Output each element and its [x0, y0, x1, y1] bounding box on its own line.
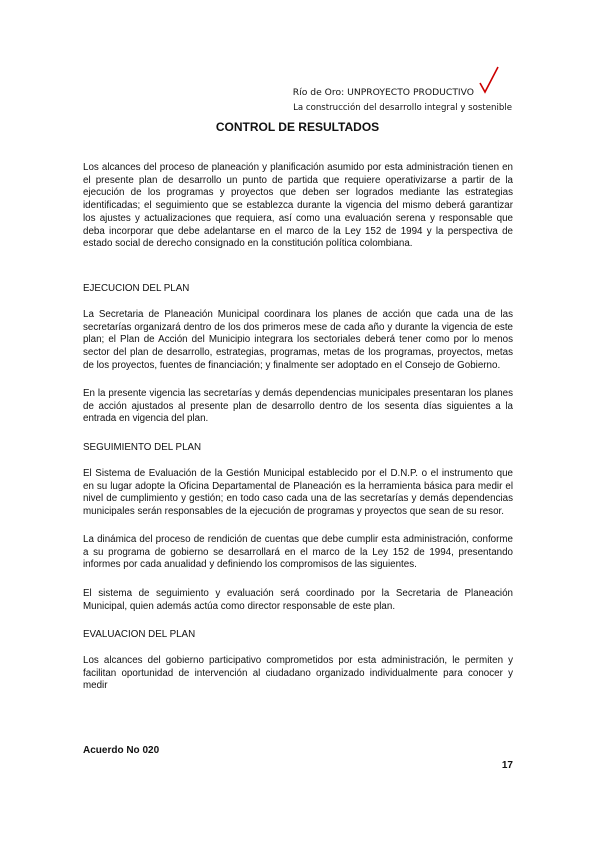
section-heading-seguimiento: SEGUIMIENTO DEL PLAN	[83, 442, 202, 453]
seguimiento-paragraph-2: La dinámica del proceso de rendición de cuentas que debe cumplir esta administración, conforme a su programa de gobierno se desarrollará en el marco de la Ley 152 de 1994, presentando informes por cada anualidad y definiendo los compromisos de las siguientes.	[83, 534, 513, 571]
page-number: 17	[501, 760, 513, 771]
header-title: Río de Oro: UNPROYECTO PRODUCTIVO	[292, 87, 474, 98]
page-title: CONTROL DE RESULTADOS	[215, 120, 380, 134]
checkmark-icon	[478, 66, 500, 94]
intro-paragraph: Los alcances del proceso de planeación y planificación asumido por esta administración tienen en el presente plan de desarrollo un punto de partida que requiere operativizarse a partir de la ejecución de los programas y proyectos que deben ser logrados mediante las estrategias identificadas; el seguimiento que se establezca durante la vigencia del mismo deberá garantizar los ajustes y actualizaciones que requiera, así como una evaluación serena y responsable que deba incorporar que debe adelantarse en el marco de la Ley 152 de 1994 y la perspectiva de estado social de derecho consignado en la constitución política colombiana.	[83, 162, 513, 250]
section-heading-ejecucion: EJECUCION DEL PLAN	[83, 283, 190, 294]
footer-acuerdo: Acuerdo No 020	[83, 745, 160, 756]
evaluacion-paragraph-1: Los alcances del gobierno participativo comprometidos por esta administración, le permiten y facilitan oportunidad de intervención al ciudadano organizado individualmente para conocer y medir	[83, 655, 513, 692]
seguimiento-paragraph-1: El Sistema de Evaluación de la Gestión Municipal establecido por el D.N.P. o el instrumento que en su lugar adopte la Oficina Departamental de Planeación es la herramienta básica para medir el nivel de cumplimiento y gestión; en todo caso cada una de las secretarías y demás dependencias municipales serán responsables de la ejecución de programas y proyectos que sean de su resor.	[83, 468, 513, 518]
seguimiento-paragraph-3: El sistema de seguimiento y evaluación será coordinado por la Secretaria de Planeación Municipal, quien además actúa como director responsable de este plan.	[83, 588, 513, 612]
ejecucion-paragraph-2: En la presente vigencia las secretarías y demás dependencias municipales presentaran los planes de acción ajustados al presente plan de desarrollo dentro de los sesenta días siguientes a la entrada en vigencia del plan.	[83, 388, 513, 425]
ejecucion-paragraph-1: La Secretaria de Planeación Municipal coordinara los planes de acción que cada una de las secretarías organizará dentro de los dos primeros mese de cada año y durante la vigencia de este plan; el Plan de Acción del Municipio integrara los sectoriales deberá tener como por lo menos sector del plan de desarrollo, estrategias, programas, metas de los programas, proyectos, metas de los proyectos, fuentes de financiación; y finalmente ser adoptado en el Consejo de Gobierno.	[83, 309, 513, 371]
header-subtitle: La construcción del desarrollo integral y sostenible	[293, 103, 512, 113]
section-heading-evaluacion: EVALUACION DEL PLAN	[83, 629, 196, 640]
